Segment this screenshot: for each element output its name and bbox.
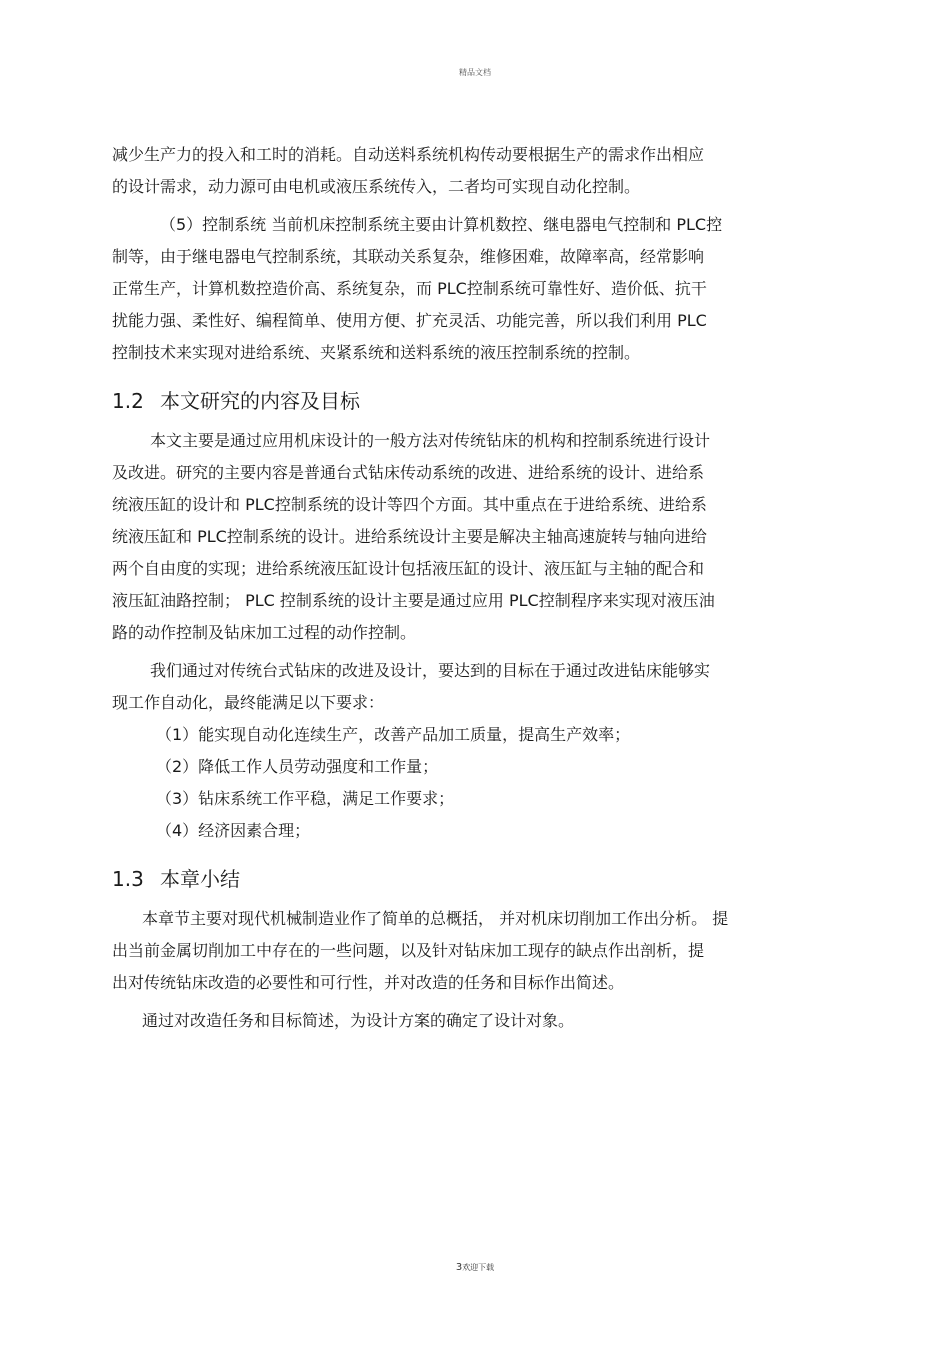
paragraph-1 [112,139,838,203]
text-line: 统液压缸的设计和 PLC控制系统的设计等四个方面。其中重点在于进给系统、进给系 [112,495,707,514]
text-line: 通过对改造任务和目标简述，为设计方案的确定了设计对象。 [142,1011,575,1030]
section-number: 1.2 [112,389,144,413]
text-line: 本文主要是通过应用机床设计的一般方法对传统钻床的机构和控制系统进行设计 [150,431,711,450]
list-item: （3）钻床系统工作平稳，满足工作要求； [156,789,455,808]
section-heading-1-3 [112,865,838,893]
list-item: （4）经济因素合理； [156,821,311,840]
text-line: 两个自由度的实现；进给系统液压缸设计包括液压缸的设计、液压缸与主轴的配合和 [112,559,705,578]
page-number: 3 [455,1262,463,1273]
page-header: 精品文档 [459,68,491,77]
text-line: 路的动作控制及钻床加工过程的动作控制。 [112,623,417,642]
text-line: 扰能力强、柔性好、编程简单、使用方便、扩充灵活、功能完善，所以我们利用 PLC [112,311,707,330]
paragraph-goals [112,655,838,847]
footer-text: 欢迎下载 [462,1263,495,1272]
list-item: （1）能实现自动化连续生产，改善产品加工质量，提高生产效率； [156,725,631,744]
section-number: 1.3 [112,867,144,891]
text-line: （5）控制系统 当前机床控制系统主要由计算机数控、继电器电气控制和 PLC控 [160,215,723,234]
text-line: 出当前金属切削加工中存在的一些问题，以及针对钻床加工现存的缺点作出剖析，提 [112,941,705,960]
text-line: 正常生产，计算机数控造价高、系统复杂，而 PLC控制系统可靠性好、造价低、抗干 [112,279,707,298]
text-line: 本章节主要对现代机械制造业作了简单的总概括， 并对机床切削加工作出分析。 提 [142,909,729,928]
section-title: 本文研究的内容及目标 [160,389,360,413]
paragraph-research-content [112,425,838,649]
section-heading-1-2 [112,387,838,415]
text-line: 制等，由于继电器电气控制系统，其联动关系复杂，维修困难，故障率高，经常影响 [112,247,705,266]
document-body [112,139,838,1037]
paragraph-control-system [112,209,838,369]
text-line: 现工作自动化，最终能满足以下要求： [112,693,385,712]
text-line: 减少生产力的投入和工时的消耗。自动送料系统机构传动要根据生产的需求作出相应 [112,145,705,164]
text-line: 控制技术来实现对进给系统、夹紧系统和送料系统的液压控制系统的控制。 [112,343,641,362]
text-line: 出对传统钻床改造的必要性和可行性，并对改造的任务和目标作出简述。 [112,973,625,992]
section-title: 本章小结 [160,867,240,891]
text-line: 的设计需求，动力源可由电机或液压系统传入，二者均可实现自动化控制。 [112,177,641,196]
page-footer [0,1262,950,1273]
text-line: 及改进。研究的主要内容是普通台式钻床传动系统的改进、进给系统的设计、进给系 [112,463,705,482]
text-line: 我们通过对传统台式钻床的改进及设计，要达到的目标在于通过改进钻床能够实 [150,661,711,680]
text-line: 液压缸油路控制； PLC 控制系统的设计主要是通过应用 PLC控制程序来实现对液压油 [112,591,715,610]
paragraph-summary [112,903,838,999]
list-item: （2）降低工作人员劳动强度和工作量； [156,757,439,776]
paragraph-conclusion [112,1005,838,1037]
text-line: 统液压缸和 PLC控制系统的设计。进给系统设计主要是解决主轴高速旋转与轴向进给 [112,527,707,546]
